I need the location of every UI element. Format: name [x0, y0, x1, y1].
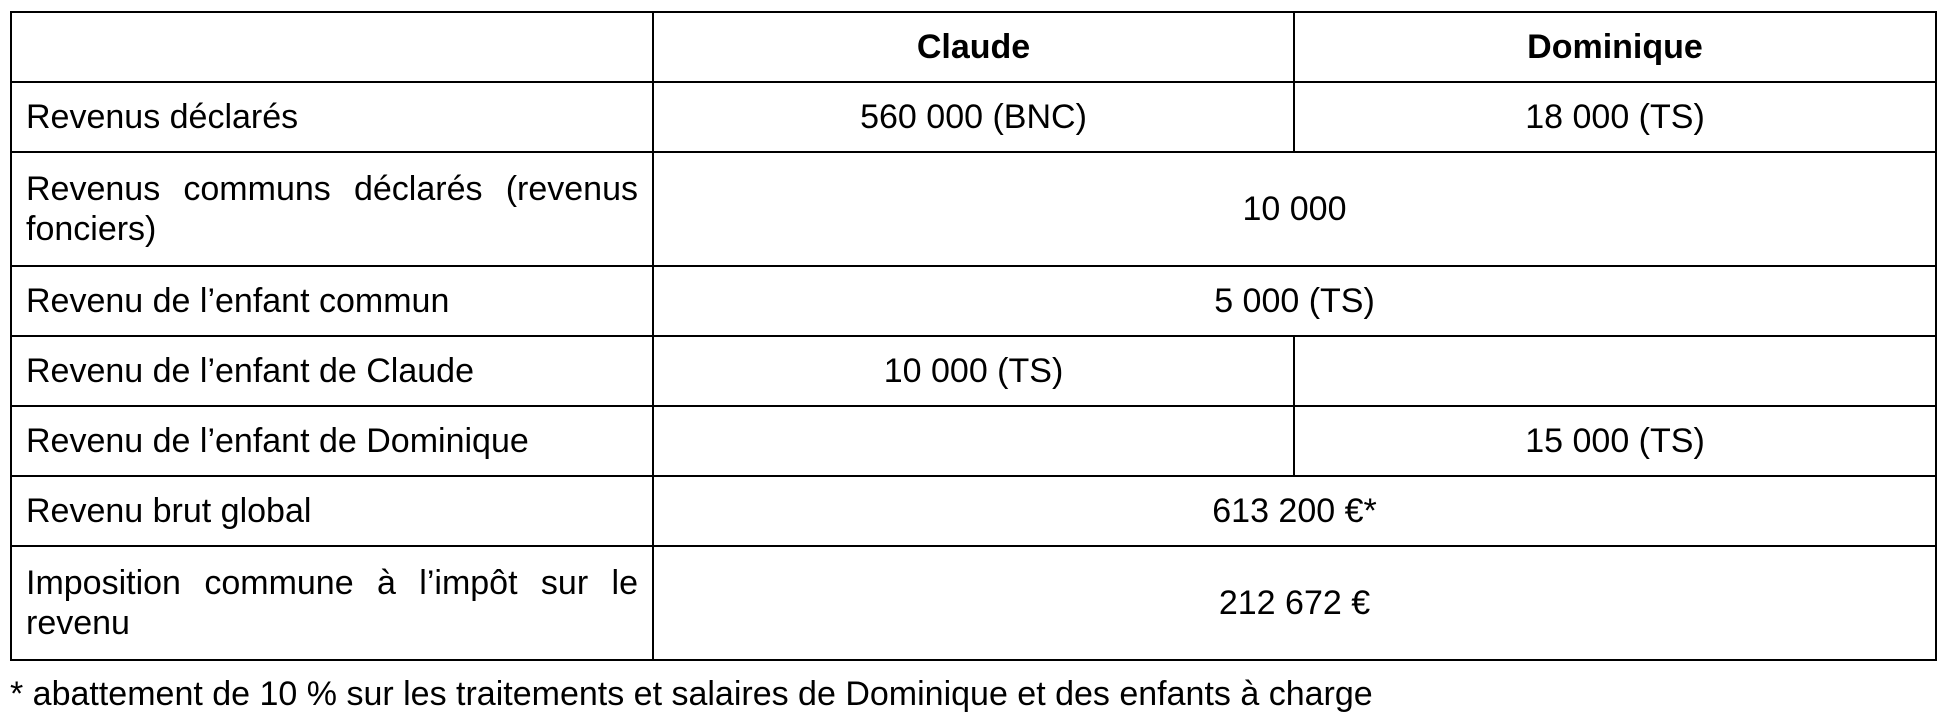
row-label-enfant-dominique: Revenu de l’enfant de Dominique	[11, 406, 653, 476]
table-row	[11, 406, 1936, 476]
cell-claude-revenus-declares: 560 000 (BNC)	[653, 82, 1294, 152]
table-row	[11, 152, 1936, 266]
table-row	[11, 336, 1936, 406]
header-empty-cell	[11, 12, 653, 82]
row-label-imposition-commune-line2: revenu	[26, 604, 130, 642]
cell-claude-enfant-dominique	[653, 406, 1294, 476]
row-label-revenu-brut-global: Revenu brut global	[11, 476, 653, 546]
row-label-enfant-commun: Revenu de l’enfant commun	[11, 266, 653, 336]
row-label-revenus-communs-line2: (revenus fonciers)	[26, 170, 638, 248]
table-row	[11, 476, 1936, 546]
table-row	[11, 266, 1936, 336]
row-label-imposition-commune-line1: Imposition commune à l’impôt sur le	[26, 564, 638, 602]
cell-common-enfant-commun: 5 000 (TS)	[653, 266, 1936, 336]
row-label-imposition-commune	[11, 546, 653, 660]
table-header-row	[11, 12, 1936, 82]
cell-dominique-enfant-claude	[1294, 336, 1936, 406]
table-row	[11, 82, 1936, 152]
cell-common-revenu-brut-global: 613 200 €*	[653, 476, 1936, 546]
header-dominique: Dominique	[1294, 12, 1936, 82]
cell-claude-enfant-claude: 10 000 (TS)	[653, 336, 1294, 406]
cell-dominique-enfant-dominique: 15 000 (TS)	[1294, 406, 1936, 476]
footnote: * abattement de 10 % sur les traitements et salaires de Dominique et des enfants à charge	[10, 675, 1373, 713]
row-label-revenus-declares: Revenus déclarés	[11, 82, 653, 152]
row-label-revenus-communs	[11, 152, 653, 266]
row-label-revenus-communs-line1: Revenus communs déclarés	[26, 170, 483, 208]
cell-dominique-revenus-declares: 18 000 (TS)	[1294, 82, 1936, 152]
cell-common-imposition-commune: 212 672 €	[653, 546, 1936, 660]
cell-common-revenus-communs: 10 000	[653, 152, 1936, 266]
header-claude: Claude	[653, 12, 1294, 82]
revenue-table	[10, 11, 1937, 661]
table-row	[11, 546, 1936, 660]
row-label-enfant-claude: Revenu de l’enfant de Claude	[11, 336, 653, 406]
